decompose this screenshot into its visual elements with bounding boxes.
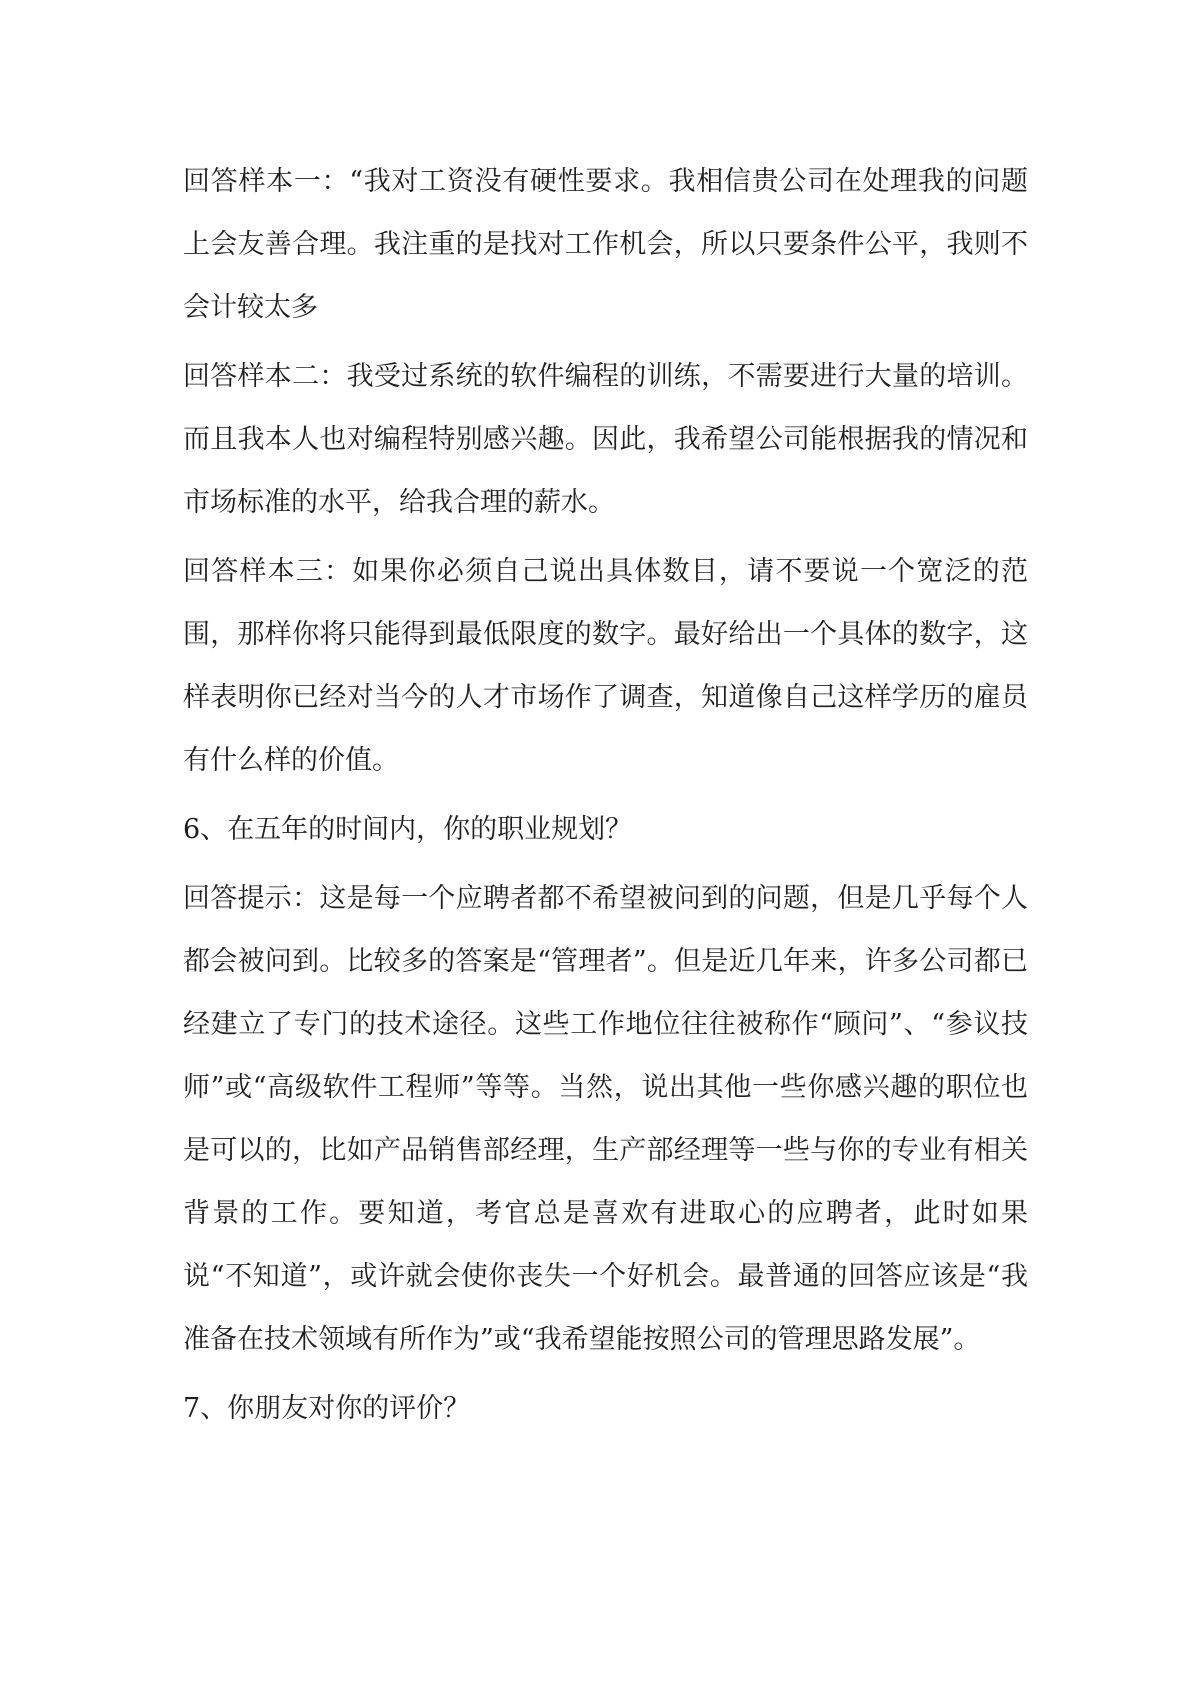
answer-sample-two-paragraph: 回答样本二：我受过系统的软件编程的训练，不需要进行大量的培训。而且我本人也对编程特别感兴趣。因此，我希望公司能根据我的情况和市场标准的水平，给我合理的薪水。 [183,361,1028,518]
answer-hint-paragraph: 回答提示：这是每一个应聘者都不希望被问到的问题，但是几乎每个人都会被问到。比较多的答案是“管理者”。但是近几年来，许多公司都已经建立了专门的技术途径。这些工作地位往往被称作“顾问”、“参议技师”或“高级软件工程师”等等。当然，说出其他一些你感兴趣的职位也是可以的，比如产品销售部经理，生产部经理等一些与你的专业有相关背景的工作。要知道，考官总是喜欢有进取心的应聘者，此时如果说“不知道”，或许就会使你丧失一个好机会。最普通的回答应该是“我准备在技术领域有所作为”或“我希望能按照公司的管理思路发展”。 [183,883,1028,1355]
question-6-heading: 6、在五年的时间内，你的职业规划？ [183,814,633,845]
document-body [183,150,1028,1440]
answer-sample-one-paragraph: 回答样本一：“我对工资没有硬性要求。我相信贵公司在处理我的问题上会友善合理。我注重的是找对工作机会，所以只要条件公平，我则不会计较太多 [183,166,1028,323]
answer-sample-three-paragraph: 回答样本三：如果你必须自己说出具体数目，请不要说一个宽泛的范围，那样你将只能得到最低限度的数字。最好给出一个具体的数字，这样表明你已经对当今的人才市场作了调查，知道像自己这样学历的雇员有什么样的价值。 [183,556,1028,776]
question-7-heading: 7、你朋友对你的评价？ [183,1393,471,1424]
